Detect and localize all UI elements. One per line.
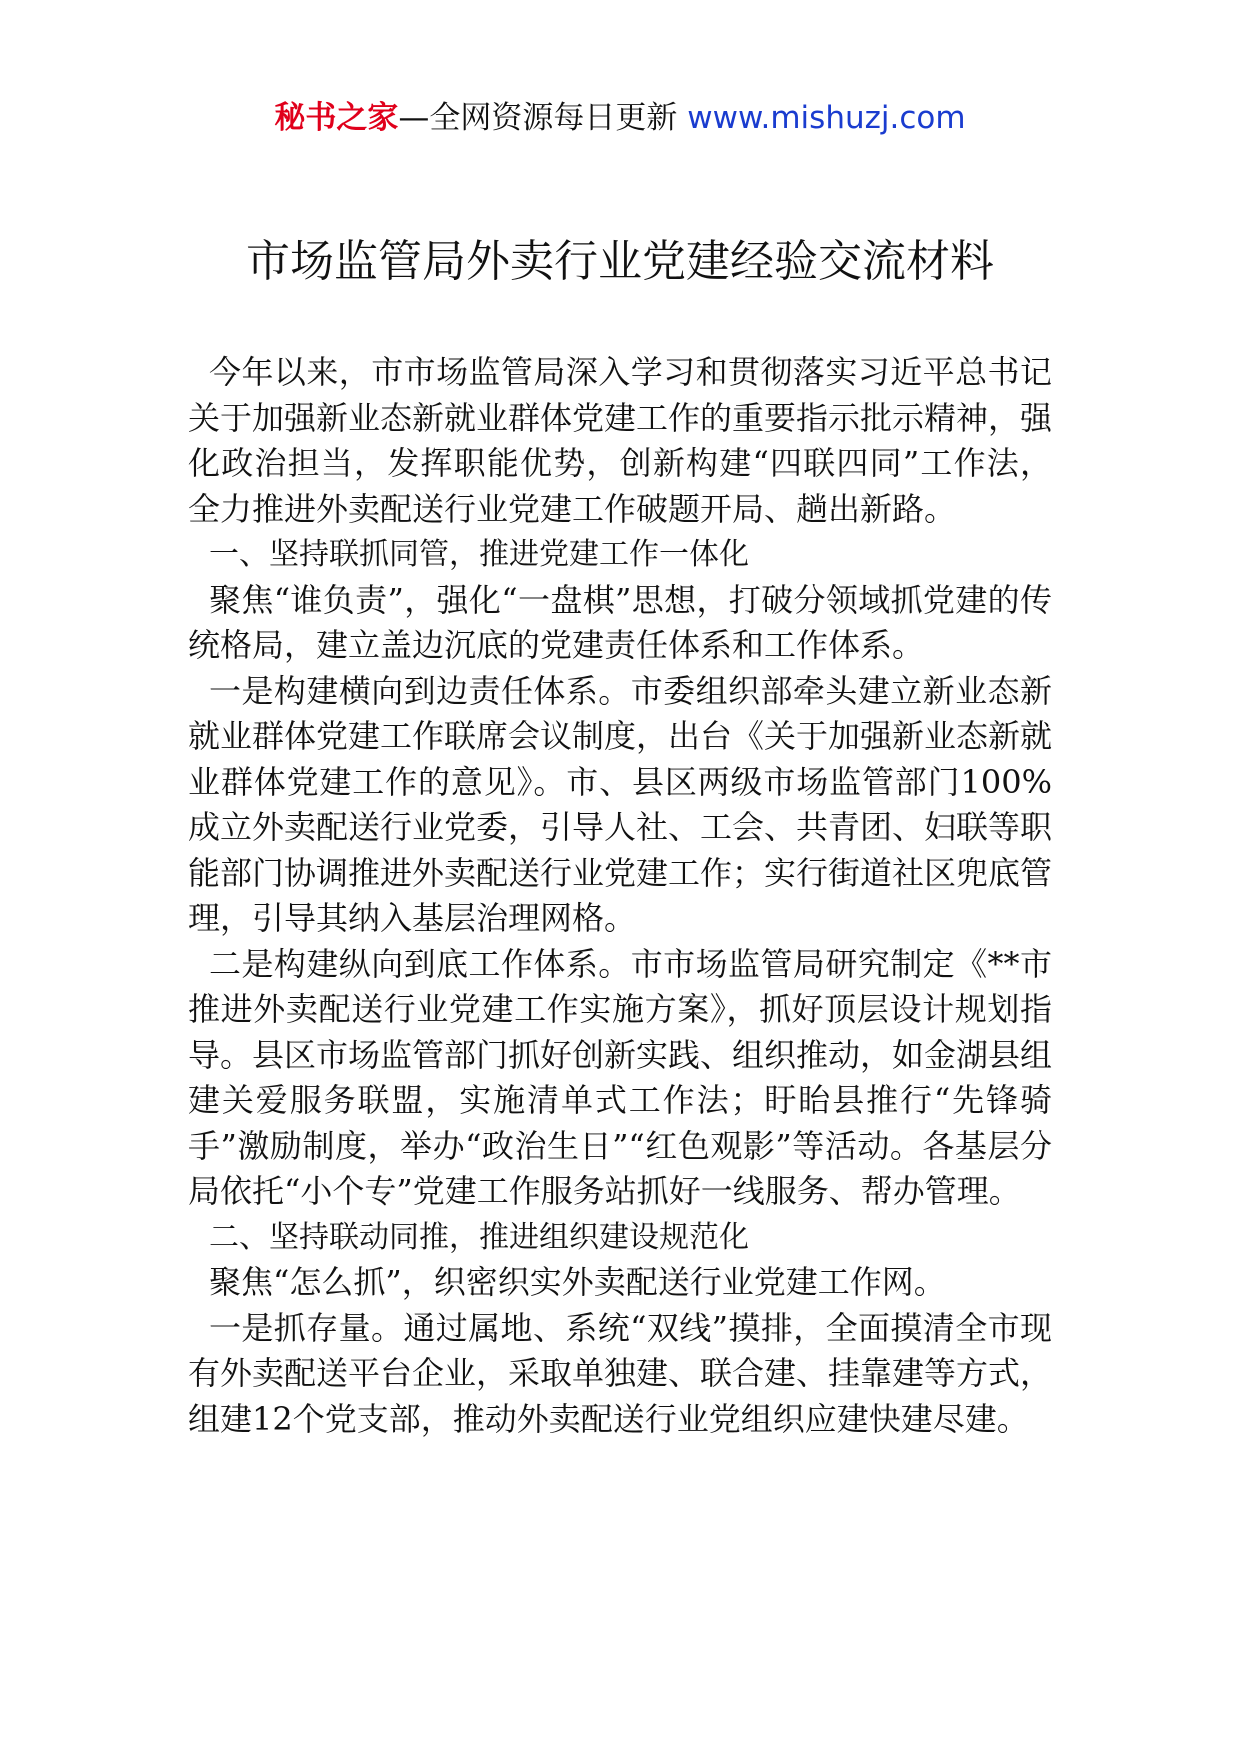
site-tagline: —全网资源每日更新 bbox=[398, 100, 678, 136]
body-paragraph: 聚焦“谁负责”，强化“一盘棋”思想，打破分领域抓党建的传统格局，建立盖边沉底的党建责任体系和工作体系。 bbox=[188, 580, 1052, 664]
site-url-link[interactable]: www.mishuzj.com bbox=[687, 100, 966, 136]
site-banner bbox=[0, 98, 1240, 138]
body-paragraph: 聚焦“怎么抓”，织密织实外卖配送行业党建工作网。 bbox=[209, 1263, 946, 1301]
body-paragraph: 今年以来，市市场监管局深入学习和贯彻落实习近平总书记关于加强新业态新就业群体党建工作的重要指示批示精神，强化政治担当，发挥职能优势，创新构建“四联四同”工作法，全力推进外卖配送行业党建工作破题开局、趟出新路。 bbox=[188, 353, 1053, 528]
document-title: 市场监管局外卖行业党建经验交流材料 bbox=[246, 236, 994, 287]
body-paragraph: 一是抓存量。通过属地、系统“双线”摸排，全面摸清全市现有外卖配送平台企业，采取单独建、联合建、挂靠建等方式，组建12个党支部，推动外卖配送行业党组织应建快建尽建。 bbox=[188, 1308, 1053, 1438]
body-paragraph: 一是构建横向到边责任体系。市委组织部牵头建立新业态新就业群体党建工作联席会议制度，出台《关于加强新业态新就业群体党建工作的意见》。市、县区两级市场监管部门100%成立外卖配送行业党委，引导人社、工会、共青团、妇联等职能部门协调推进外卖配送行业党建工作；实行街道社区兜底管理，引导其纳入基层治理网格。 bbox=[188, 671, 1053, 937]
body-paragraph: 二是构建纵向到底工作体系。市市场监管局研究制定《**市推进外卖配送行业党建工作实施方案》，抓好顶层设计规划指导。县区市场监管部门抓好创新实践、组织推动，如金湖县组建关爱服务联盟，实施清单式工作法；盱眙县推行“先锋骑手”激励制度，举办“政治生日”“红色观影”等活动。各基层分局依托“小个专”党建工作服务站抓好一线服务、帮办管理。 bbox=[188, 944, 1053, 1210]
site-brand: 秘书之家 bbox=[274, 100, 399, 136]
section-heading: 二、坚持联动同推，推进组织建设规范化 bbox=[209, 1219, 749, 1255]
document-body bbox=[188, 350, 1052, 1442]
section-heading: 一、坚持联抓同管，推进党建工作一体化 bbox=[209, 537, 749, 572]
